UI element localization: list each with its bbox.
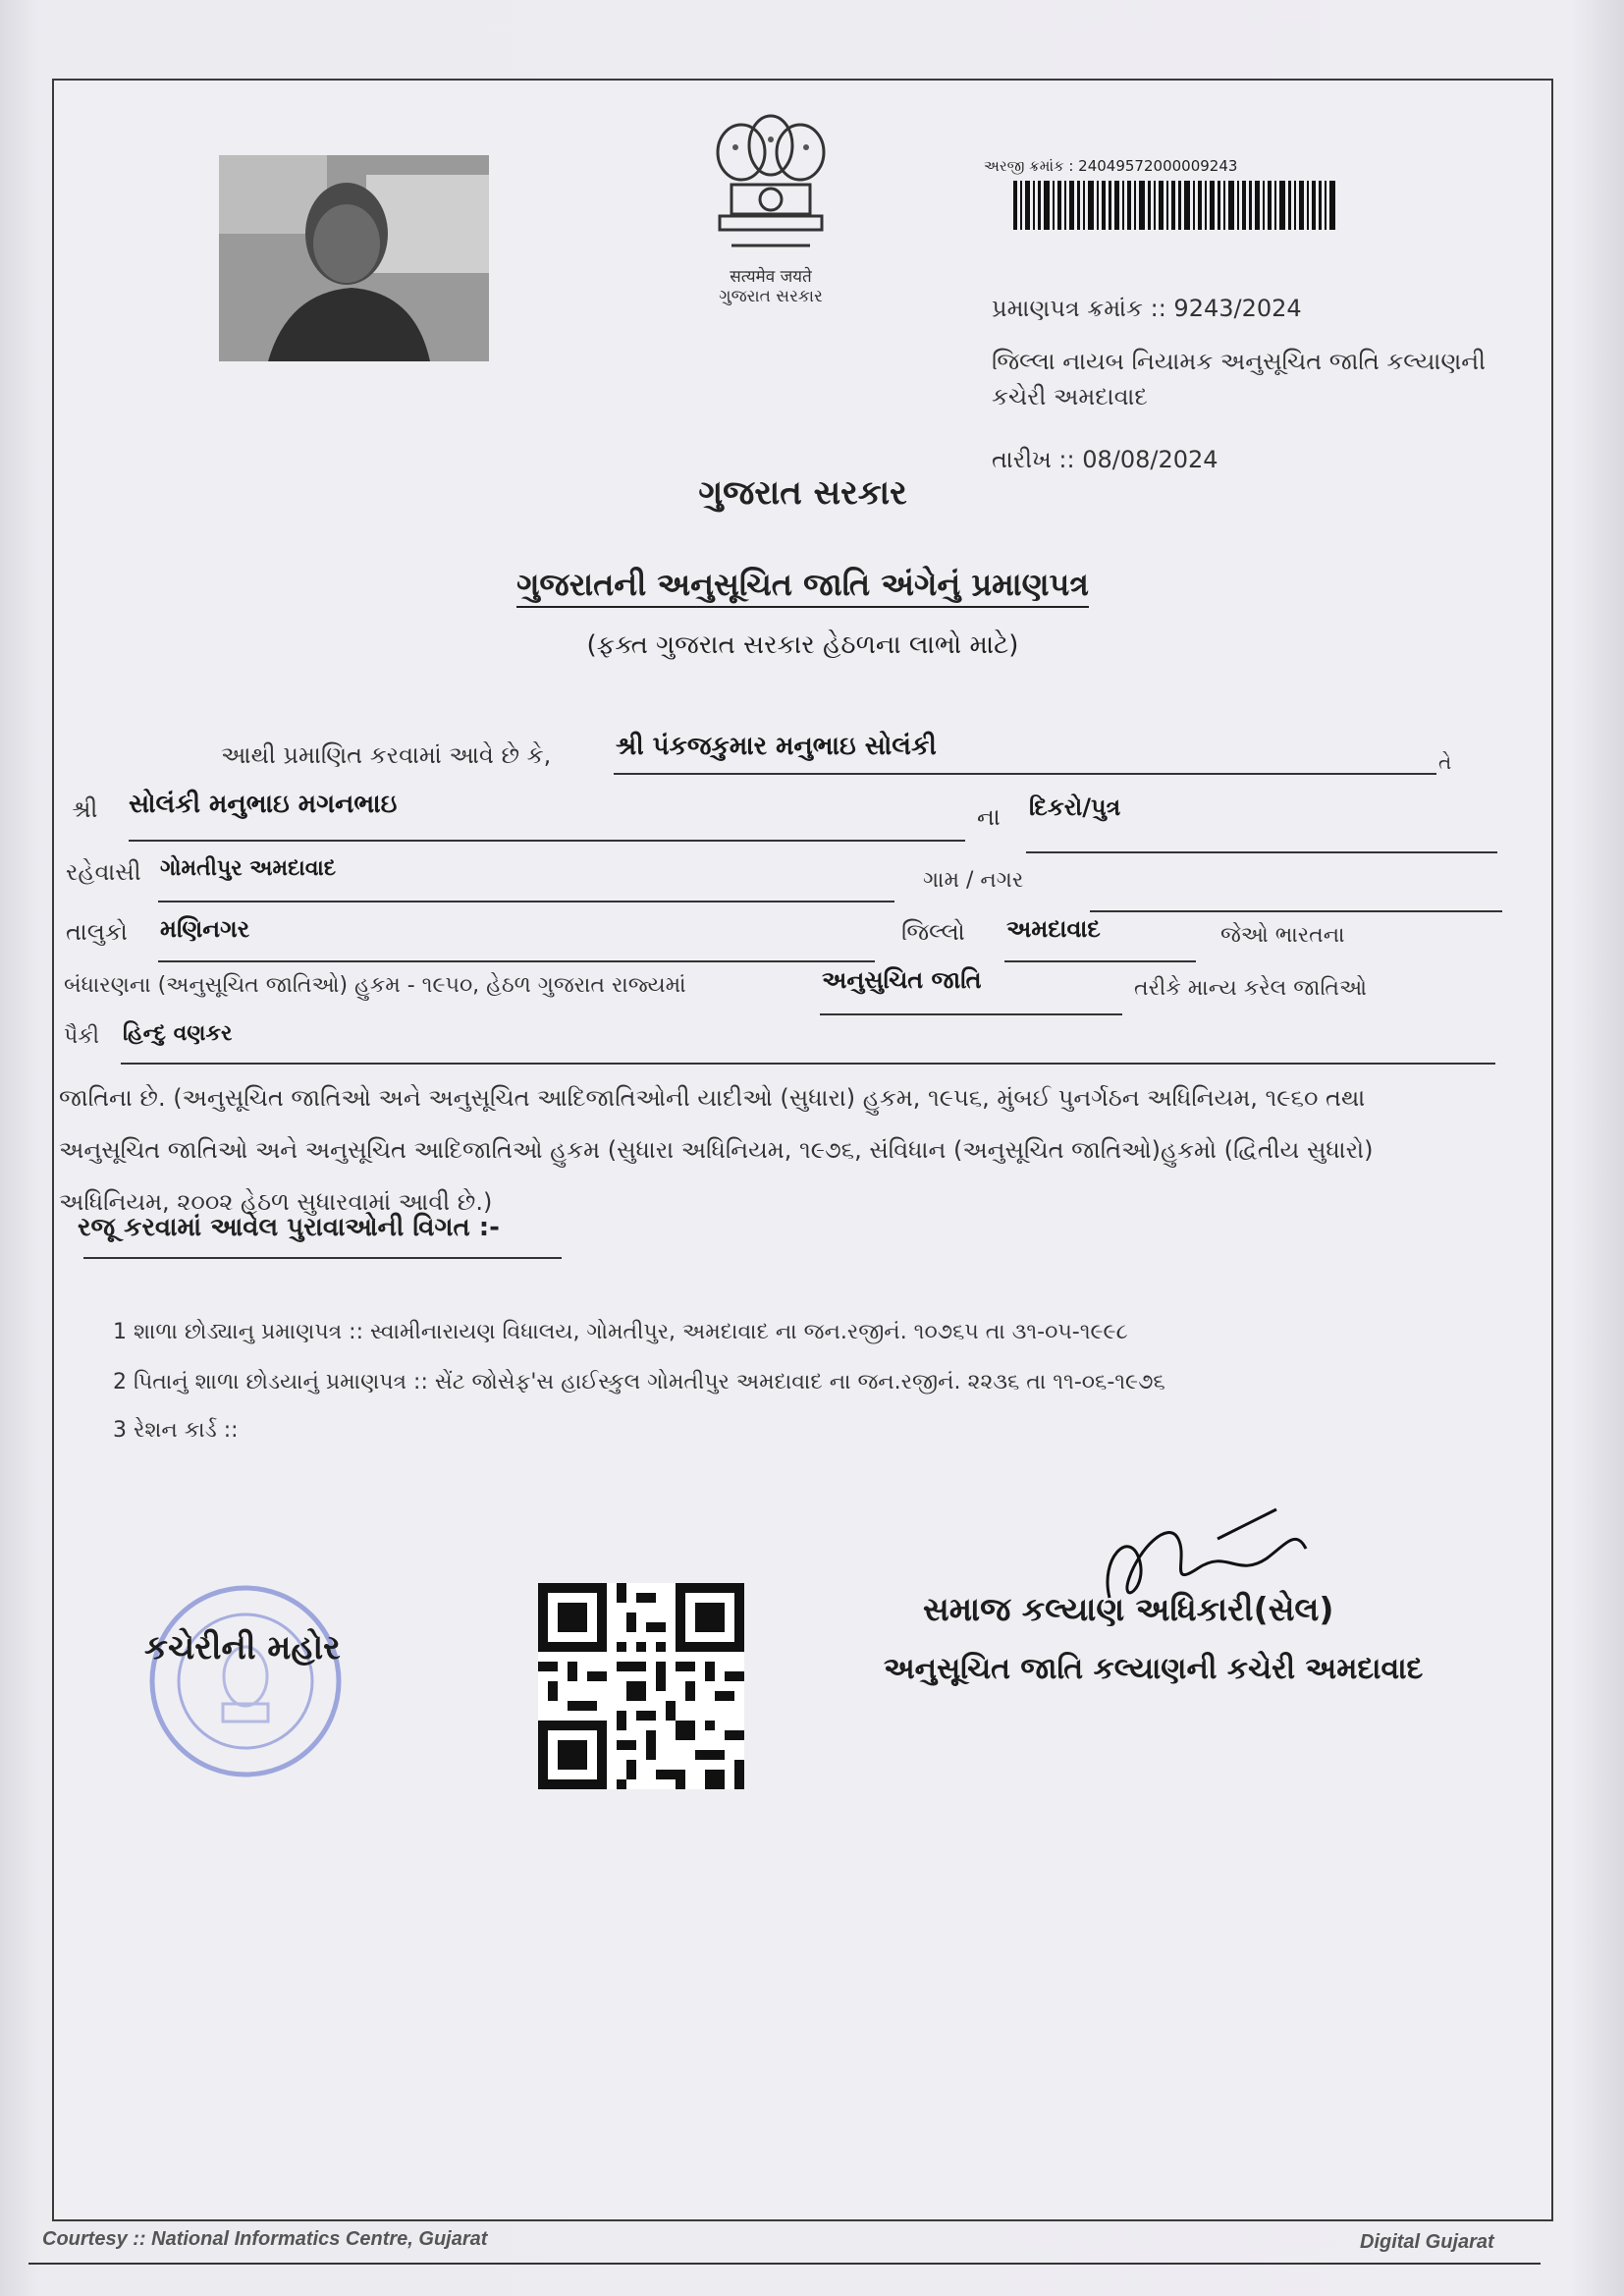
village-label: ગામ / નગર	[923, 868, 1024, 893]
village-underline	[1090, 910, 1502, 912]
certificate-number: પ્રમાણપત્ર ક્રમાંક :: 9243/2024	[992, 295, 1302, 322]
evidence-item: 3 રેશન કાર્ડ ::	[113, 1418, 239, 1443]
government-title: ગુજરાત સરકાર	[698, 473, 907, 513]
certificate-title	[54, 566, 1551, 604]
certificate-title-text: ગુજરાતની અનુસૂચિત જાતિ અંગેનું પ્રમાણપત્ર	[516, 566, 1089, 608]
among-label: પૈકી	[64, 1024, 100, 1049]
district-underline	[1004, 960, 1196, 962]
signatory-office: અનુસૂચિત જાતિ કલ્યાણની કચેરી અમદાવાદ	[884, 1652, 1424, 1686]
footer-courtesy: Courtesy :: National Informatics Centre, Gujarat	[42, 2228, 488, 2250]
legal-line-3: અધિનિયમ, ૨૦૦૨ હેઠળ સુધારવામાં આવી છે.)	[59, 1188, 493, 1216]
category-value: અનુસુચિત જાતિ	[822, 966, 982, 994]
qr-code-icon	[538, 1583, 744, 1789]
emblem-motto: सत्यमेव जयते	[730, 267, 812, 287]
constitution-text: બંધારણના (અનુસૂચિત જાતિઓ) હુકમ - ૧૯૫૦, હેઠળ ગુજરાત રાજ્યમાં	[64, 973, 686, 998]
category-underline	[820, 1013, 1122, 1015]
issuing-office: જિલ્લા નાયબ નિયામક અનુસૂચિત જાતિ કલ્યાણની કચેરી અમદાવાદ	[992, 348, 1486, 410]
residence-value: ગોમતીપુર અમદાવાદ	[160, 856, 337, 881]
national-emblem-icon	[692, 108, 849, 265]
recognized-text: તરીકે માન્ય કરેલ જાતિઓ	[1134, 976, 1367, 1001]
residence-underline	[158, 901, 894, 902]
signatory-designation: સમાજ કલ્યાણ અધિકારી(સેલ)	[923, 1590, 1334, 1628]
father-name-underline	[129, 840, 965, 842]
caste-value: હિન્દુ વણકર	[123, 1021, 233, 1046]
certificate-page	[42, 79, 1553, 2253]
emblem-caption	[663, 267, 879, 306]
intro-label: આથી પ્રમાણિત કરવામાં આવે છે કે,	[221, 741, 552, 769]
shri-label: શ્રી	[72, 795, 98, 823]
applicant-photo	[219, 155, 489, 361]
certificate-purpose: (ફક્ત ગુજરાત સરકાર હેઠળના લાભો માટે)	[586, 630, 1019, 660]
relation-value: દિકરો/પુત્ર	[1029, 793, 1121, 821]
taluka-underline	[158, 960, 875, 962]
father-name: સોલંકી મનુભાઇ મગનભાઇ	[129, 790, 398, 819]
footer-brand: Digital Gujarat	[1360, 2231, 1494, 2253]
evidence-heading: રજૂ કરવામાં આવેલ પુરાવાઓની વિગત :-	[78, 1213, 500, 1242]
district-label: જિલ્લો	[901, 918, 965, 946]
resident-label: રહેવાસી	[66, 858, 141, 886]
na-label: ના	[977, 803, 1001, 831]
legal-line-1: જાતિના છે. (અનુસૂચિત જાતિઓ અને અનુસૂચિત આદિજાતિઓની યાદીઓ (સુધારા) હુકમ, ૧૯૫૬, મુંબઈ પુનર્ગઠન અધિનિયમ, ૧૯૬૦ તથા	[59, 1084, 1366, 1112]
india-label: જેઓ ભારતના	[1220, 923, 1345, 948]
taluka-value: મણિનગર	[160, 915, 250, 943]
relation-underline	[1026, 851, 1497, 853]
caste-underline	[121, 1063, 1495, 1065]
district-value: અમદાવાદ	[1006, 915, 1101, 943]
issue-date: તારીખ :: 08/08/2024	[992, 446, 1218, 473]
suffix-te: તે	[1438, 750, 1452, 774]
office-seal-icon	[142, 1578, 349, 1784]
barcode-icon	[984, 181, 1367, 230]
evidence-item: 2 પિતાનું શાળા છોડયાનું પ્રમાણપત્ર :: સેંટ જોસેફ'સ હાઈસ્કુલ ગોમતીપુર અમદાવાદ ના જન.રજીનં. ૨૨૩૬ તા ૧૧-૦૬-૧૯૭૬	[113, 1370, 1165, 1394]
applicant-name-underline	[614, 773, 1436, 775]
taluka-label: તાલુકો	[66, 918, 128, 946]
legal-line-2: અનુસૂચિત જાતિઓ અને અનુસૂચિત આદિજાતિઓ હુકમ (સુધારા અધિનિયમ, ૧૯૭૬, સંવિધાન (અનુસૂચિત જાતિઓ)હુકમો (દ્વિતીય સુધારો)	[59, 1136, 1374, 1164]
application-number: અરજી ક્રમાંક : 24049572000009243	[984, 157, 1238, 175]
office-seal-text: કચેરીની મહોર	[144, 1628, 341, 1667]
applicant-name: શ્રી પંકજકુમાર મનુભાઇ સોલંકી	[616, 732, 937, 761]
emblem-state: ગુજરાત સરકાર	[719, 287, 823, 306]
footer-divider	[28, 2263, 1541, 2265]
evidence-item: 1 શાળા છોડ્યાનુ પ્રમાણપત્ર :: સ્વામીનારાયણ વિધાલય, ગોમતીપુર, અમદાવાદ ના જન.રજીનં. ૧૦૭૬૫ તા ૩૧-૦૫-૧૯૯૮	[113, 1320, 1128, 1344]
evidence-heading-underline	[83, 1257, 562, 1259]
